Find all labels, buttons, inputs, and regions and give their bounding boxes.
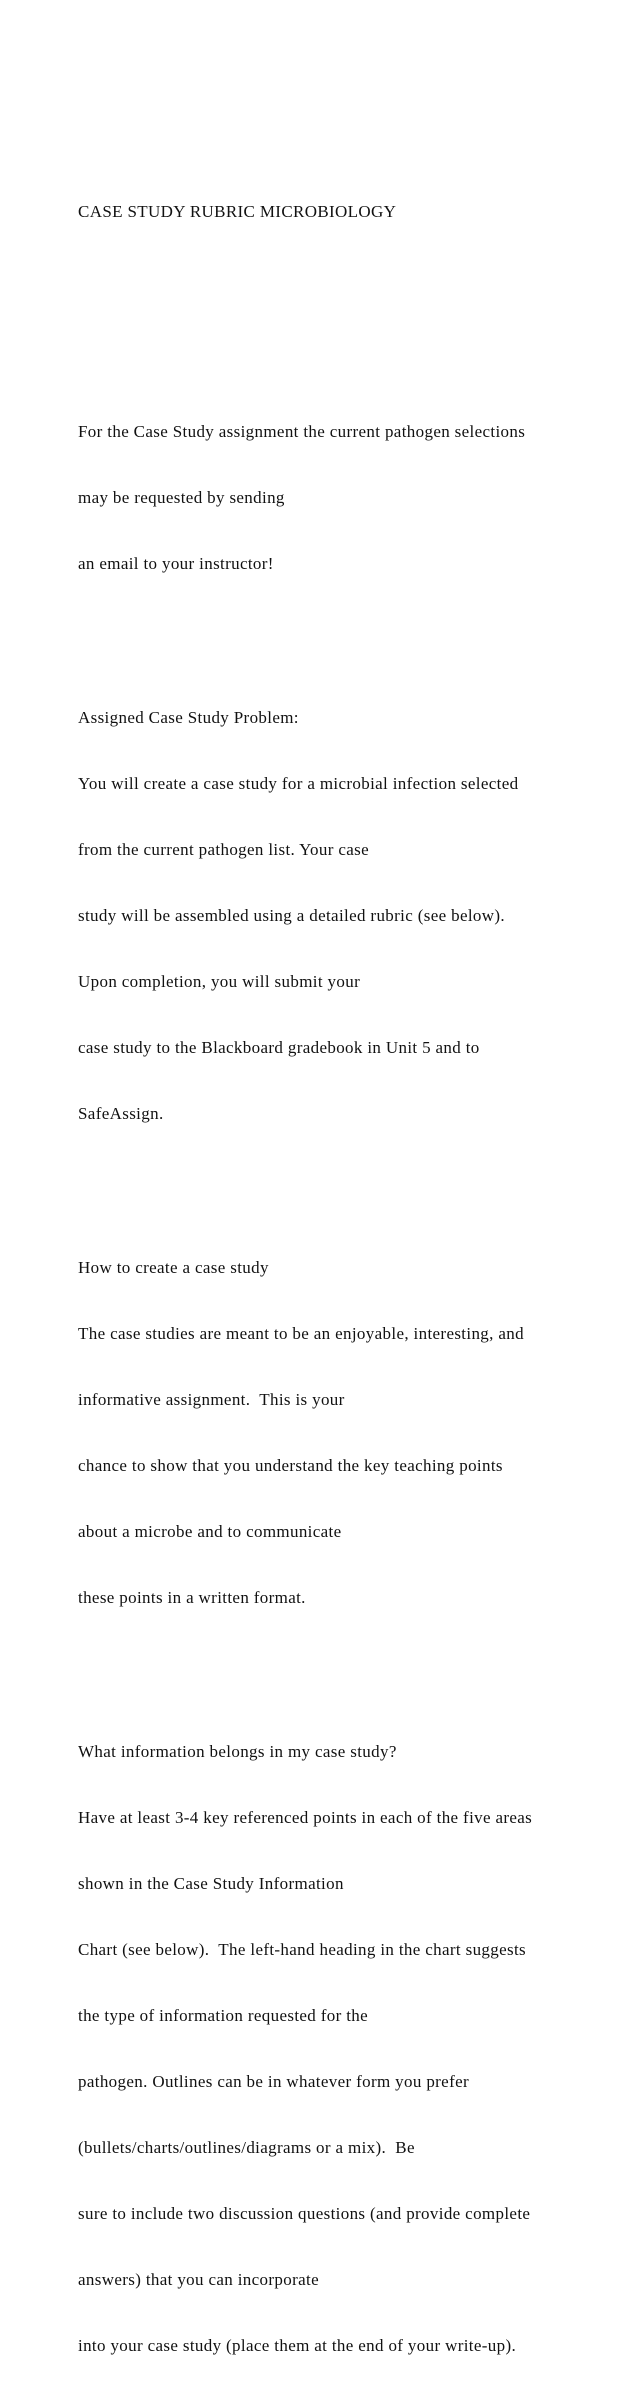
paragraph-line: sure to include two discussion questions (and provide complete [78, 2204, 531, 2223]
spacer [78, 333, 618, 355]
spacer [78, 619, 618, 641]
paragraph-line: The case studies are meant to be an enjoyable, interesting, and [78, 1324, 524, 1343]
paragraph-line: case study to the Blackboard gradebook in Unit 5 and to [78, 1038, 480, 1057]
paragraph-line: about a microbe and to communicate [78, 1522, 342, 1541]
paragraph-line: into your case study (place them at the end of your write-up). [78, 2336, 517, 2355]
paragraph-line: chance to show that you understand the key teaching points [78, 1456, 503, 1475]
paragraph-line: (bullets/charts/outlines/diagrams or a mix). Be [78, 2138, 415, 2157]
paragraph-line: answers) that you can incorporate [78, 2270, 319, 2289]
paragraph-line: informative assignment. This is your [78, 1390, 345, 1409]
document-body [78, 157, 618, 2401]
section-heading: Assigned Case Study Problem: [78, 708, 299, 727]
intro-line: For the Case Study assignment the current pathogen selections [78, 422, 526, 441]
paragraph-line: shown in the Case Study Information [78, 1874, 344, 1893]
section-heading: What information belongs in my case study? [78, 1742, 397, 1761]
paragraph-line: these points in a written format. [78, 1588, 306, 1607]
paragraph-line: from the current pathogen list. Your case [78, 840, 370, 859]
paragraph-line: Have at least 3-4 key referenced points in each of the five areas [78, 1808, 533, 1827]
spacer [78, 267, 618, 289]
spacer [78, 1169, 618, 1191]
paragraph-line: You will create a case study for a microbial infection selected [78, 774, 519, 793]
paragraph-line: SafeAssign. [78, 1104, 164, 1123]
intro-line: may be requested by sending [78, 488, 285, 507]
paragraph-line: the type of information requested for the [78, 2006, 369, 2025]
spacer [78, 1653, 618, 1675]
paragraph-line: pathogen. Outlines can be in whatever form you prefer [78, 2072, 469, 2091]
section-heading: How to create a case study [78, 1258, 269, 1277]
intro-line: an email to your instructor! [78, 554, 274, 573]
document-title: CASE STUDY RUBRIC MICROBIOLOGY [78, 202, 397, 221]
paragraph-line: Upon completion, you will submit your [78, 972, 361, 991]
paragraph-line: Chart (see below). The left-hand heading in the chart suggests [78, 1940, 527, 1959]
paragraph-line: study will be assembled using a detailed rubric (see below). [78, 906, 505, 925]
